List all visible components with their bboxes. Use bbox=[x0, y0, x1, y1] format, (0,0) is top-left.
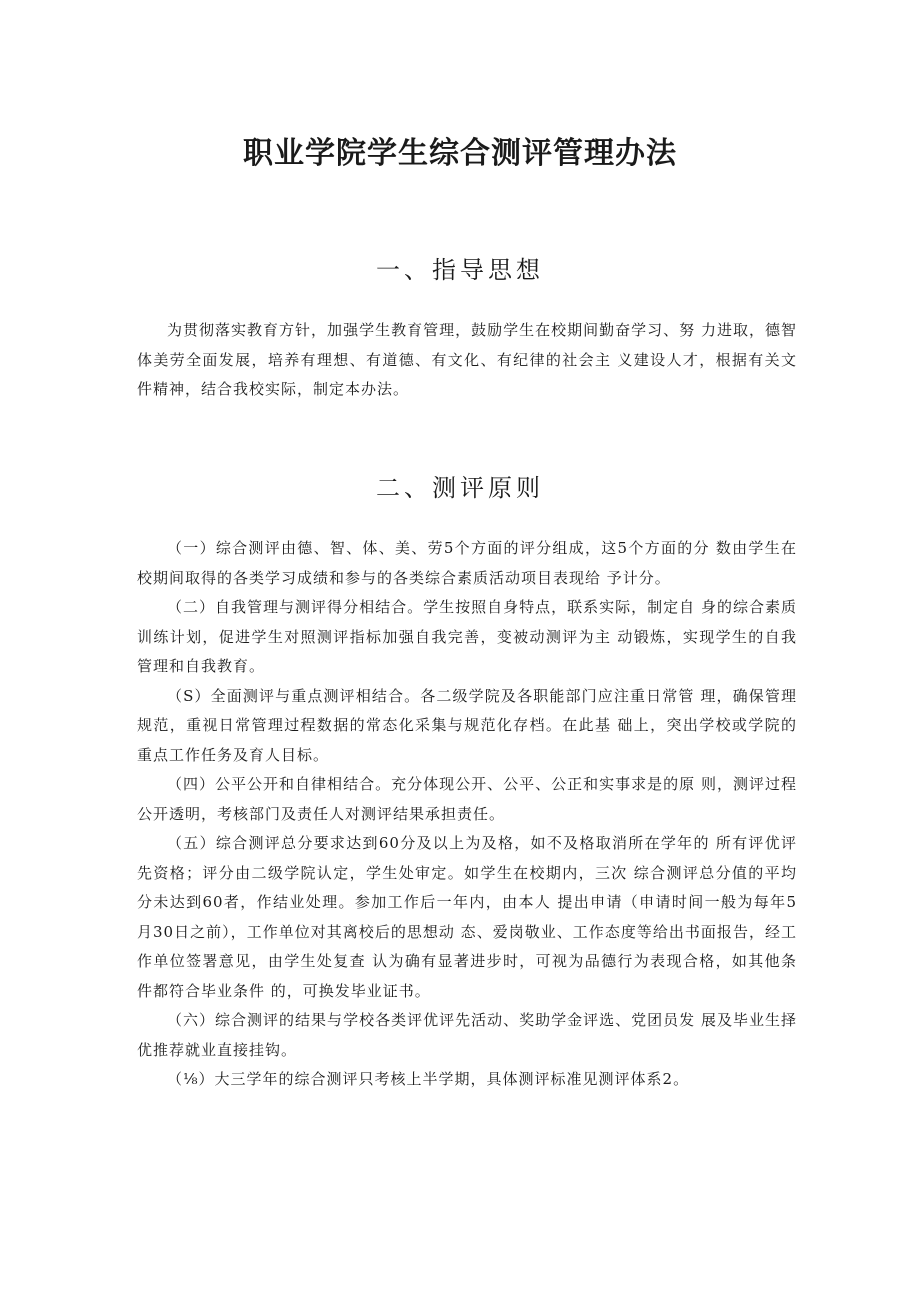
section-heading-evaluation-principles: 二、测评原则 bbox=[376, 474, 544, 502]
section-heading-guiding-ideology: 一、指导思想 bbox=[376, 256, 544, 284]
paragraph-principle-6: （六）综合测评的结果与学校各类评优评先活动、奖助学金评选、党团员发 展及毕业生择优推荐就业直接挂钩。 bbox=[137, 1011, 797, 1059]
paragraph-principle-3: （S）全面测评与重点测评相结合。各二级学院及各职能部门应注重日常管 理，确保管理规范，重视日常管理过程数据的常态化采集与规范化存档。在此基 础上，突出学校或学院的重点工作任务及育人目标。 bbox=[137, 686, 797, 764]
section-body-evaluation-principles bbox=[137, 534, 797, 1095]
paragraph-principle-2: （二）自我管理与测评得分相结合。学生按照自身特点，联系实际，制定自 身的综合素质训练计划，促进学生对照测评指标加强自我完善，变被动测评为主 动锻炼，实现学生的自我管理和自我教育。 bbox=[137, 598, 797, 675]
paragraph-principle-1: （一）综合测评由德、智、体、美、劳5个方面的评分组成，这5个方面的分 数由学生在校期间取得的各类学习成绩和参与的各类综合素质活动项目表现给 予计分。 bbox=[137, 539, 797, 587]
paragraph: 为贯彻落实教育方针，加强学生教育管理，鼓励学生在校期间勤奋学习、努 力进取，德智体美劳全面发展，培养有理想、有道德、有文化、有纪律的社会主 义建设人才，根据有关文件精神，结合我校实际，制定本办法。 bbox=[137, 321, 797, 398]
section-body-guiding-ideology bbox=[137, 316, 797, 405]
paragraph-principle-7: （⅛）大三学年的综合测评只考核上半学期，具体测评标准见测评体系2。 bbox=[167, 1070, 690, 1088]
paragraph-principle-4: （四）公平公开和自律相结合。充分体现公开、公平、公正和实事求是的原 则，测评过程公开透明，考核部门及责任人对测评结果承担责任。 bbox=[137, 775, 797, 823]
paragraph-principle-5: （五）综合测评总分要求达到60分及以上为及格，如不及格取消所在学年的 所有评优评先资格；评分由二级学院认定，学生处审定。如学生在校期内，三次 综合测评总分值的平均分未达到60者，作结业处理。参加工作后一年内，由本人 提出申请（申请时间一般为每年5月30日之前），工作单位对其离校后的思想动 态、爱岗敬业、工作态度等给出书面报告，经工作单位签署意见，由学生处复查 认为确有显著进步时，可视为品德行为表现合格，如其他条件都符合毕业条件 的，可换发毕业证书。 bbox=[137, 834, 797, 1000]
document-title: 职业学院学生综合测评管理办法 bbox=[243, 136, 677, 171]
